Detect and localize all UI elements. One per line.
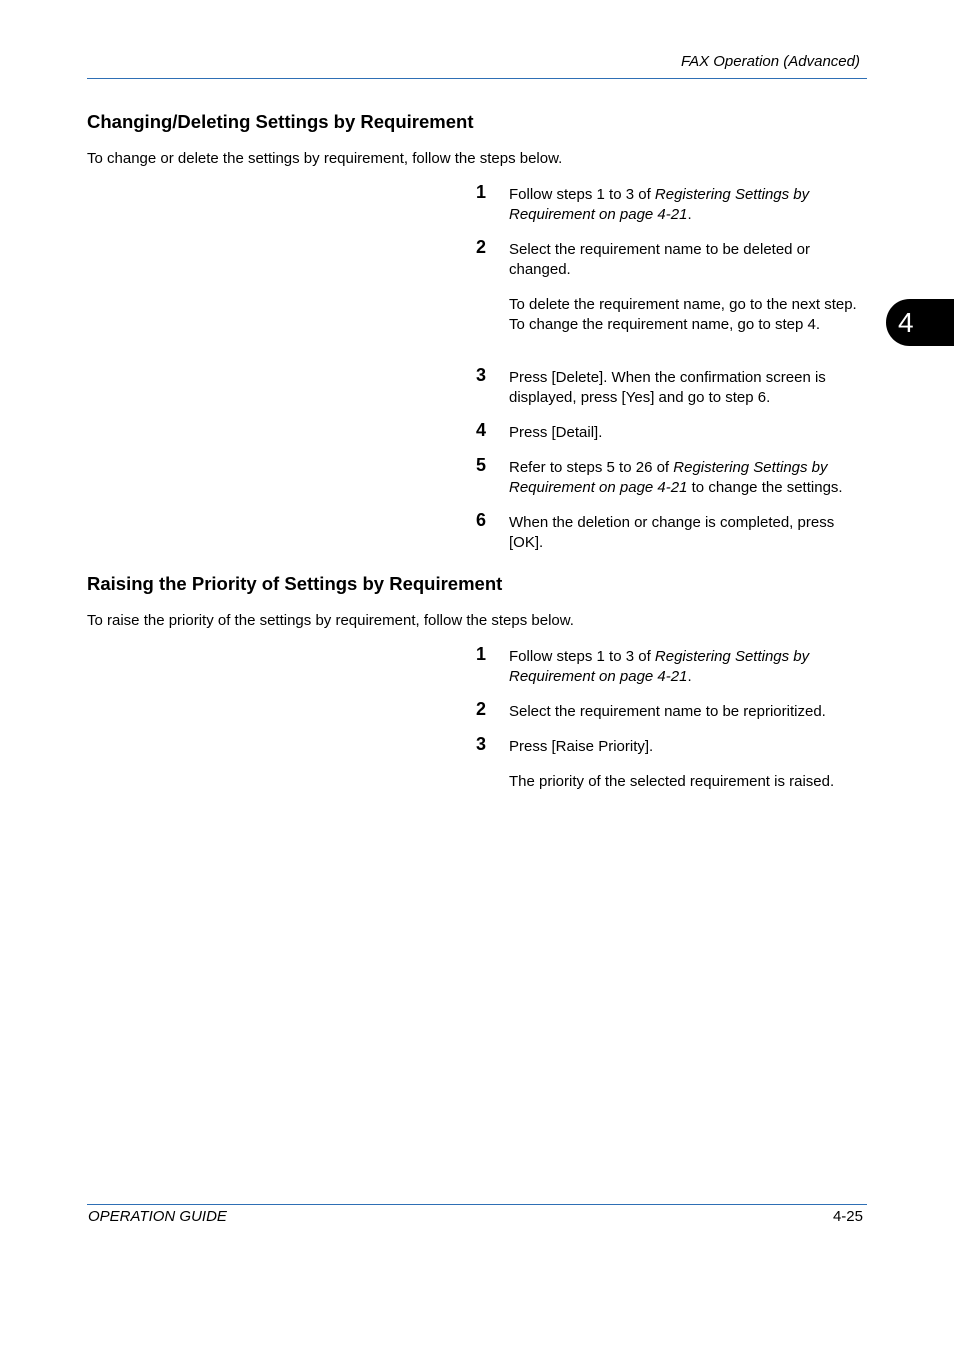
step-number: 1 — [476, 644, 487, 664]
section-title-changing-deleting: Changing/Deleting Settings by Requirement — [87, 111, 474, 132]
section-intro: To raise the priority of the settings by requirement, follow the steps below. — [87, 612, 574, 629]
footer-guide-title: OPERATION GUIDE — [88, 1208, 227, 1225]
step-number: 4 — [476, 420, 487, 440]
footer-rule — [87, 1204, 867, 1205]
step-number: 6 — [476, 510, 487, 530]
step-text: Select the requirement name to be deleted or changed. — [509, 241, 811, 278]
step-text: Refer to steps 5 to 26 of Registering Settings by Requirement on page 4-21 to change the settings. — [509, 459, 843, 496]
step-number: 3 — [476, 734, 487, 754]
step-text: Press [Delete]. When the confirmation screen is displayed, press [Yes] and go to step 6. — [509, 369, 826, 406]
header-title: FAX Operation (Advanced) — [681, 53, 860, 70]
section-title-raising-priority: Raising the Priority of Settings by Requirement — [87, 573, 503, 594]
step-number: 1 — [476, 182, 487, 202]
step-note: The priority of the selected requirement is raised. — [509, 773, 835, 790]
step-number: 5 — [476, 455, 487, 475]
cross-reference: Registering Settings by Requirement on page 4-21 — [509, 186, 810, 223]
header-rule — [87, 78, 867, 79]
step-text: Press [Detail]. — [509, 424, 603, 441]
step-number: 2 — [476, 237, 487, 257]
chapter-tab: 4 — [886, 299, 954, 346]
cross-reference: Registering Settings by Requirement on page 4-21 — [509, 459, 828, 496]
step-text: When the deletion or change is completed, press [OK]. — [509, 514, 835, 551]
section-intro: To change or delete the settings by requirement, follow the steps below. — [87, 150, 563, 167]
step-number: 2 — [476, 699, 487, 719]
step-text: Press [Raise Priority]. — [509, 738, 654, 755]
step-number: 3 — [476, 365, 487, 385]
page-number: 4-25 — [832, 1208, 863, 1225]
step-text: Follow steps 1 to 3 of Registering Settings by Requirement on page 4-21. — [509, 648, 810, 685]
step-note: To delete the requirement name, go to the next step. To change the requirement name, go to step 4. — [509, 296, 857, 333]
cross-reference: Registering Settings by Requirement on page 4-21 — [509, 648, 810, 685]
step-text: Follow steps 1 to 3 of Registering Settings by Requirement on page 4-21. — [509, 186, 810, 223]
step-text: Select the requirement name to be reprioritized. — [509, 703, 826, 720]
